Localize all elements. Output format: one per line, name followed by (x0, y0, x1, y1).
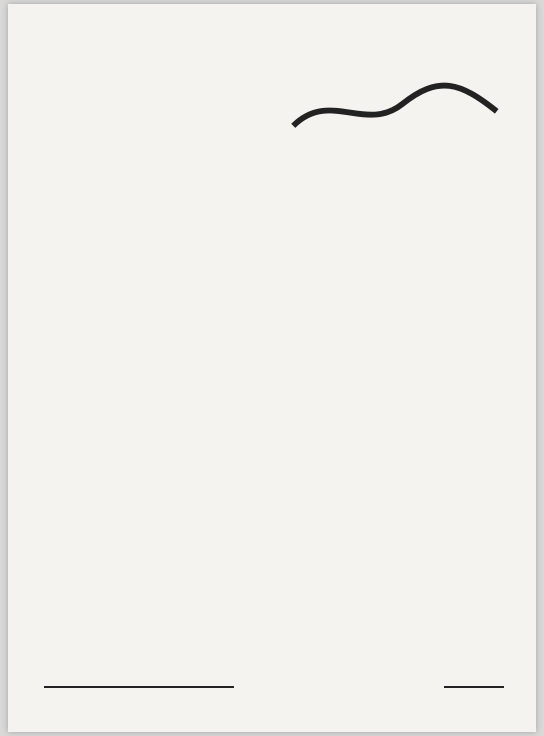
page-footer (44, 676, 504, 698)
left-column (44, 84, 262, 664)
right-column (286, 68, 504, 668)
footer-rule-right (444, 686, 504, 688)
signature-flourish-icon (286, 75, 504, 140)
page (8, 4, 536, 732)
footer-rule-left (44, 686, 234, 688)
